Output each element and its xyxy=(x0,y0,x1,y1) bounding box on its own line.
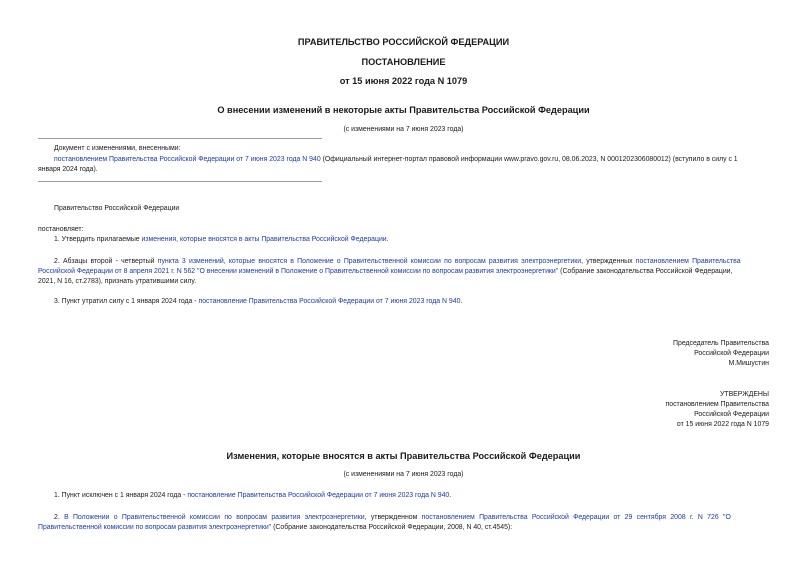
section2-item-1-text: 1. Пункт исключен с 1 января 2024 года - xyxy=(54,492,188,499)
government-label: Правительство Российской Федерации xyxy=(54,205,180,212)
item-2-text-a: 2. Абзацы второй - четвертый xyxy=(54,258,158,265)
item-2-link-3[interactable]: Российской Федерации от 8 апреля 2021 г. N 562 "О внесении изменений в Положение о Правительственной комиссии по вопросам развития электроэнергетики" xyxy=(38,268,559,275)
signature-name: М.Мишустин xyxy=(728,360,769,367)
section2-item-1-link[interactable]: постановление Правительства Российской Федерации от 7 июня 2023 года N 940 xyxy=(187,492,450,499)
approved-line-2: постановлением Правительства xyxy=(665,401,769,408)
divider-top xyxy=(38,138,322,139)
item-1-link[interactable]: изменения, которые вносятся в акты Правительства Российской Федерации xyxy=(141,236,387,243)
section2-item-2-text: , утвержденном xyxy=(364,514,422,521)
approved-line-3: Российской Федерации xyxy=(694,411,769,418)
section2-item-1-end: . xyxy=(449,492,452,499)
section2-item-2-link-3[interactable]: Правительственной комиссии по вопросам развития электроэнергетики" xyxy=(38,524,272,531)
government-heading: ПРАВИТЕЛЬСТВО РОССИЙСКОЙ ФЕДЕРАЦИИ xyxy=(297,37,510,47)
signature-org: Российской Федерации xyxy=(694,350,769,357)
item-2-link-1[interactable]: пункта 3 изменений, которые вносятся в Положение о Правительственной комиссии по вопросам развития электроэнергетики xyxy=(157,258,582,265)
approved-line-4: от 15 июня 2022 года N 1079 xyxy=(676,421,769,428)
changes-title: Изменения, которые вносятся в акты Правительства Российской Федерации xyxy=(226,451,581,461)
document-title: О внесении изменений в некоторые акты Правительства Российской Федерации xyxy=(217,105,590,115)
item-1 xyxy=(54,235,389,246)
section2-item-2-link-1[interactable]: В Положении о Правительственной комиссии по вопросам развития электроэнергетики xyxy=(64,514,365,521)
item-2-line-1 xyxy=(54,257,769,268)
section2-item-2-line-1 xyxy=(54,513,731,524)
item-3-text: 3. Пункт утратил силу с 1 января 2024 года - xyxy=(54,298,199,305)
changes-note-2: (с изменениями на 7 июня 2023 года) xyxy=(343,471,464,478)
changes-source-details-cont: января 2024 года). xyxy=(38,166,98,173)
item-1-end: . xyxy=(386,236,389,243)
changes-note: (с изменениями на 7 июня 2023 года) xyxy=(343,126,464,133)
item-2-link-2[interactable]: постановлением Правительства xyxy=(635,258,741,265)
changes-intro: Документ с изменениями, внесенными: xyxy=(54,145,181,152)
changes-source-details: (Официальный интернет-портал правовой информации www.pravo.gov.ru, 08.06.2023, N 0001202306080012) (вступило в силу с 1 xyxy=(320,156,738,163)
document-type: ПОСТАНОВЛЕНИЕ xyxy=(361,57,446,67)
section2-item-1 xyxy=(54,491,451,502)
approved-heading: УТВЕРЖДЕНЫ xyxy=(720,391,769,398)
document-date-number: от 15 июня 2022 года N 1079 xyxy=(339,76,468,86)
item-3-end: . xyxy=(460,298,463,305)
section2-item-2-line-2 xyxy=(38,523,512,534)
changes-source-line xyxy=(54,155,738,166)
item-3-link[interactable]: постановление Правительства Российской Федерации от 7 июня 2023 года N 940 xyxy=(198,298,461,305)
item-2-text-c: (Собрание законодательства Российской Федерации, xyxy=(558,268,733,275)
item-3 xyxy=(54,297,462,308)
item-2-line-3: 2021, N 16, ст.2783), признать утратившими силу. xyxy=(38,278,197,285)
signature-title: Председатель Правительства xyxy=(673,340,769,347)
item-2-text-b: , утвержденных xyxy=(581,258,636,265)
divider-bottom xyxy=(38,181,322,182)
resolves-label: постановляет: xyxy=(38,226,84,233)
item-1-text: 1. Утвердить прилагаемые xyxy=(54,236,142,243)
item-2-line-2 xyxy=(38,267,732,278)
changes-source-link[interactable]: постановлением Правительства Российской Федерации от 7 июня 2023 года N 940 xyxy=(54,156,321,163)
section2-item-2-num: 2. xyxy=(54,514,65,521)
section2-item-2-rest: (Собрание законодательства Российской Федерации, 2008, N 40, ст.4545): xyxy=(271,524,513,531)
section2-item-2-link-2[interactable]: постановлением Правительства Российской Федерации от 29 сентября 2008 г. N 726 "О xyxy=(421,514,731,521)
